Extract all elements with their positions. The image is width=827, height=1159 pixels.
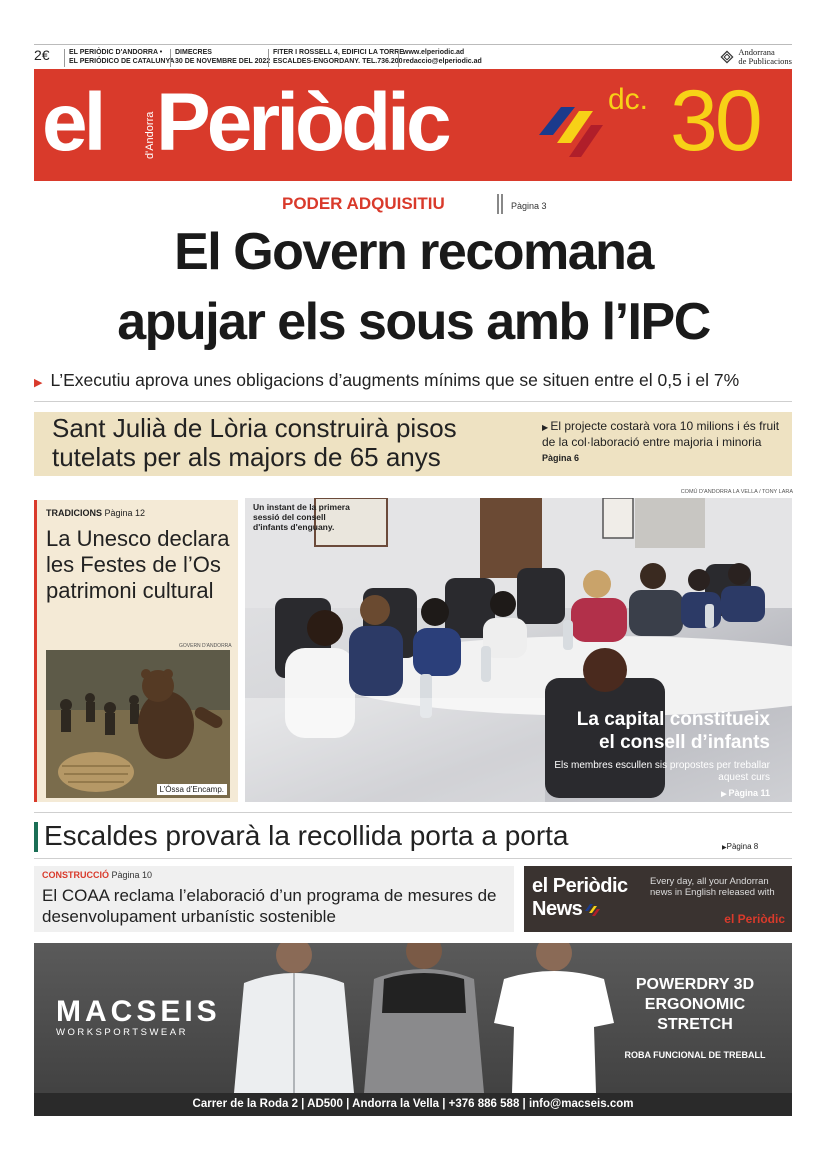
headline-line1[interactable]: El Govern recomana: [174, 223, 653, 281]
main-photo-page: ▶ Pàgina 11: [721, 788, 770, 798]
news-brand: el Periòdic News: [532, 875, 628, 920]
tradicions-story[interactable]: [34, 500, 238, 802]
kicker-separator: [497, 194, 503, 214]
headline-line2[interactable]: apujar els sous amb l’IPC: [117, 293, 710, 351]
day-number: 30: [670, 73, 760, 169]
construccio-title: El COAA reclama l’elaboració d’un programa de mesures de desenvolupament urbanístic sostenible: [42, 886, 497, 926]
flag-stripes-icon: [585, 903, 601, 917]
bear-festival-photo: [46, 650, 230, 798]
bear-photo-caption: L’Óssa d’Encamp.: [157, 784, 227, 795]
publisher: Andorrana de Publicacions: [720, 48, 792, 66]
divider: [34, 812, 792, 813]
main-photo-caption: Un instant de la primera sessió del consell d'infants d'enguany.: [253, 502, 350, 532]
escaldes-page: ▶Pàgina 8: [722, 842, 759, 851]
ad-subtitle: ROBA FUNCIONAL DE TREBALL: [624, 1050, 766, 1060]
masthead: [34, 69, 792, 181]
triangle-right-icon: ▶: [721, 791, 729, 798]
second-story-summary: ▶ El projecte costarà vora 10 milions i és fruit de la col·laboració entre majoria i minoria Pàgina 6: [542, 419, 780, 463]
papers-info: EL PERIÒDIC D'ANDORRA • EL PERIÓDICO DE CATALUNYA: [64, 49, 175, 67]
publisher-logo-icon: [720, 50, 734, 64]
lead-subhead: ▶ L’Executiu aprova unes obligacions d’augments mínims que se situen entre el 0,5 i el 7%: [34, 370, 740, 390]
brand-periodic: Periòdic: [156, 77, 448, 168]
brand-andorra: d'Andorra: [144, 111, 156, 159]
main-photo-title: La capital constitueix el consell d’infants: [576, 709, 770, 753]
council-photo-illustration: [245, 498, 792, 802]
divider: [34, 401, 792, 402]
escaldes-title[interactable]: Escaldes provarà la recollida porta a porta: [44, 820, 569, 851]
day-abbreviation: dc.: [608, 83, 649, 116]
main-photo-subtitle: Els membres escullen sis propostes per treballar aquest curs: [554, 760, 770, 783]
main-photo-credit: COMÚ D'ANDORRA LA VELLA / TONY LARA: [680, 489, 793, 495]
macseis-logo: MACSEIS: [56, 995, 221, 1028]
triangle-right-icon: ▶: [542, 423, 551, 432]
jackets-illustration: [234, 943, 614, 1093]
triangle-right-icon: ▶: [722, 845, 727, 851]
address-info: FITER I ROSSELL 4, EDIFICI LA TORRE ESCALDES-ENGORDANY. TEL.736.200: [268, 49, 404, 67]
flag-stripes-icon: [539, 103, 603, 159]
bear-photo-credit: GOVERN D'ANDORRA: [179, 643, 232, 649]
triangle-right-icon: ▶: [34, 377, 43, 389]
tradicions-title: La Unesco declara les Festes de l’Os patrimoni cultural: [46, 526, 230, 603]
date-info: DIMECRES 30 DE NOVEMBRE DEL 2022: [170, 49, 270, 67]
top-info-strip: [34, 44, 792, 68]
news-periodic-logo: el Periòdic: [724, 912, 785, 926]
second-story-page: Pàgina 6: [542, 453, 580, 463]
lead-kicker: PODER ADQUISITIU: [282, 194, 445, 213]
escaldes-accent-bar: [34, 822, 38, 852]
ad-contact-bar: Carrer de la Roda 2 | AD500 | Andorra la Vella | +376 886 588 | info@macseis.com: [34, 1093, 792, 1116]
construccio-kicker: CONSTRUCCIÓ Pàgina 10: [42, 870, 153, 880]
ad-headline: POWERDRY 3D ERGONOMIC STRETCH: [635, 976, 755, 1033]
website-link[interactable]: www.elperiodic.ad: [403, 49, 465, 56]
main-photo[interactable]: [245, 498, 792, 802]
email-link[interactable]: redaccio@elperiodic.ad: [403, 57, 482, 65]
macseis-tagline: WORKSPORTSWEAR: [56, 1027, 188, 1038]
tradicions-kicker: TRADICIONS Pàgina 12: [46, 508, 146, 518]
bear-photo-illustration: [46, 650, 230, 798]
lead-page-ref[interactable]: Pàgina 3: [511, 201, 547, 211]
periodic-news-promo[interactable]: [524, 866, 792, 932]
brand-el: el: [42, 77, 103, 168]
news-description: Every day, all your Andorran news in English released with: [650, 876, 775, 898]
divider: [34, 858, 792, 859]
web-info: [398, 49, 482, 67]
second-story-title: Sant Julià de Lòria construirà pisos tutelats per als majors de 65 anys: [52, 413, 457, 472]
construccio-story[interactable]: [34, 866, 514, 932]
second-story[interactable]: [34, 412, 792, 476]
macseis-advertisement[interactable]: [34, 943, 792, 1116]
price: 2€: [34, 47, 50, 63]
